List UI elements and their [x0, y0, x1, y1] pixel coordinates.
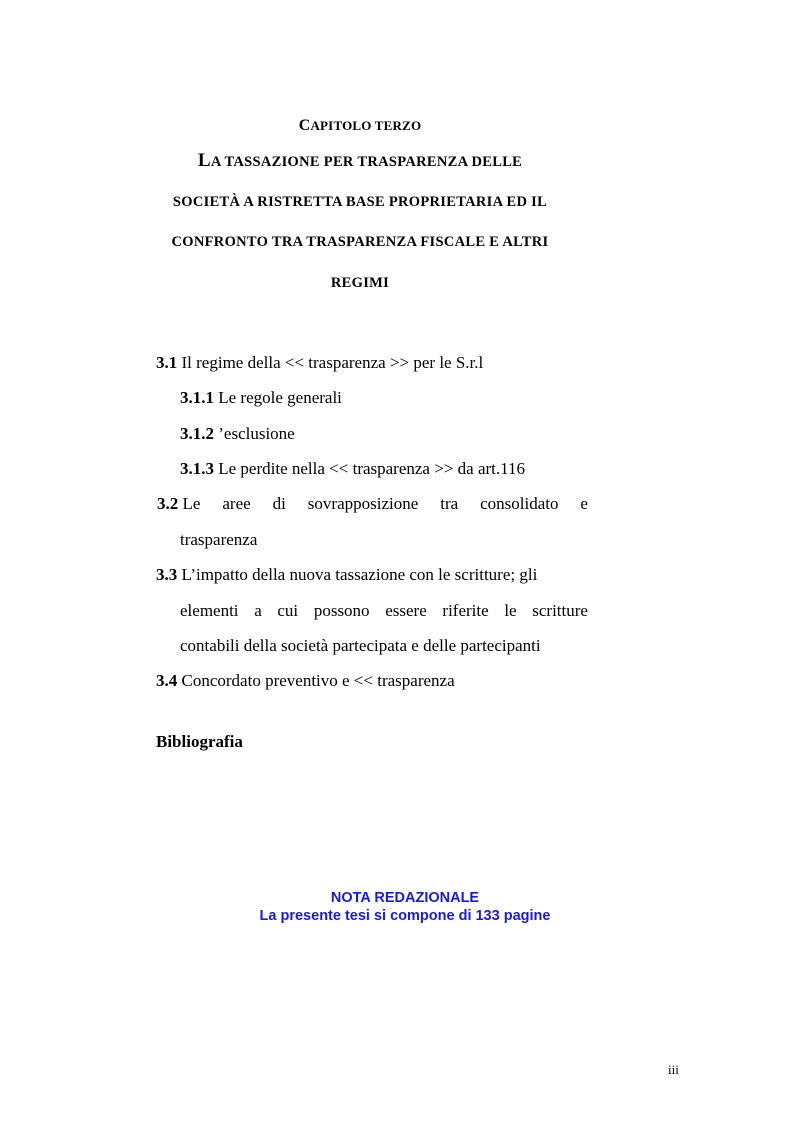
toc-text: L’impatto della nuova tassazione con le scritture; gli	[177, 565, 538, 584]
toc-word: cui	[277, 601, 299, 620]
chapter-title-line-1-text: A TASSAZIONE PER TRASPARENZA DELLE	[210, 154, 523, 170]
chapter-title-line-2: SOCIETÀ A RISTRETTA BASE PROPRIETARIA ED IL	[172, 194, 548, 210]
toc-word: possono	[313, 601, 370, 620]
chapter-title-line-3: CONFRONTO TRA TRASPARENZA FISCALE E ALTRI	[171, 234, 549, 250]
toc-word: aree	[222, 494, 251, 513]
toc-word: consolidato	[480, 494, 559, 513]
toc-word: le	[504, 601, 517, 620]
toc-entry-3-1-3	[180, 459, 525, 479]
toc-number: 3.4	[156, 671, 178, 690]
toc-entry-3-3	[156, 565, 537, 585]
toc-number: 3.1	[156, 353, 178, 372]
toc-word: e	[580, 494, 588, 513]
toc-number: 3.2	[157, 494, 179, 513]
toc-entry-3-1-1	[180, 388, 342, 408]
toc-number: 3.1.2	[180, 424, 214, 443]
chapter-title-initial: L	[197, 150, 211, 171]
page-number: iii	[668, 1062, 679, 1077]
toc-word: di	[272, 494, 286, 513]
toc-text: ’esclusione	[214, 424, 295, 443]
bibliography-heading: Bibliografia	[156, 732, 243, 751]
toc-number: 3.3	[156, 565, 178, 584]
toc-entry-3-2-line	[157, 494, 588, 514]
toc-word: a	[254, 601, 262, 620]
toc-text: Le perdite nella << trasparenza >> da art.116	[214, 459, 525, 478]
toc-word: Le	[182, 494, 201, 513]
toc-word: elementi	[180, 601, 239, 620]
toc-entry-3-1	[156, 353, 483, 373]
toc-entry-3-3-line-2	[180, 601, 588, 621]
editorial-note-heading: NOTA REDAZIONALE	[330, 890, 480, 906]
toc-entry-3-3-line-2-words	[180, 601, 588, 621]
toc-entry-3-4	[156, 671, 455, 691]
toc-entry-3-2	[157, 494, 588, 514]
toc-word: riferite	[442, 601, 489, 620]
toc-word: tra	[440, 494, 459, 513]
toc-number: 3.1.3	[180, 459, 214, 478]
toc-entry-3-2-continuation: trasparenza	[180, 530, 258, 549]
chapter-title-line-4: REGIMI	[330, 275, 390, 291]
toc-text: Concordato preventivo e << trasparenza	[177, 671, 455, 690]
toc-word: essere	[385, 601, 427, 620]
chapter-title-line-1	[0, 150, 720, 172]
chapter-label-rest: APITOLO TERZO	[310, 118, 422, 133]
toc-text: Le regole generali	[214, 388, 342, 407]
toc-entry-3-1-2	[180, 424, 295, 444]
chapter-label	[0, 117, 720, 135]
editorial-note-text: La presente tesi si compone di 133 pagine	[259, 908, 551, 924]
toc-word: sovrapposizione	[307, 494, 419, 513]
toc-word: scritture	[532, 601, 588, 620]
toc-text: Il regime della << trasparenza >> per le S.r.l	[177, 353, 484, 372]
chapter-label-initial: C	[298, 117, 311, 134]
toc-number: 3.1.1	[180, 388, 214, 407]
toc-entry-3-3-line-3: contabili della società partecipata e delle partecipanti	[180, 636, 541, 655]
